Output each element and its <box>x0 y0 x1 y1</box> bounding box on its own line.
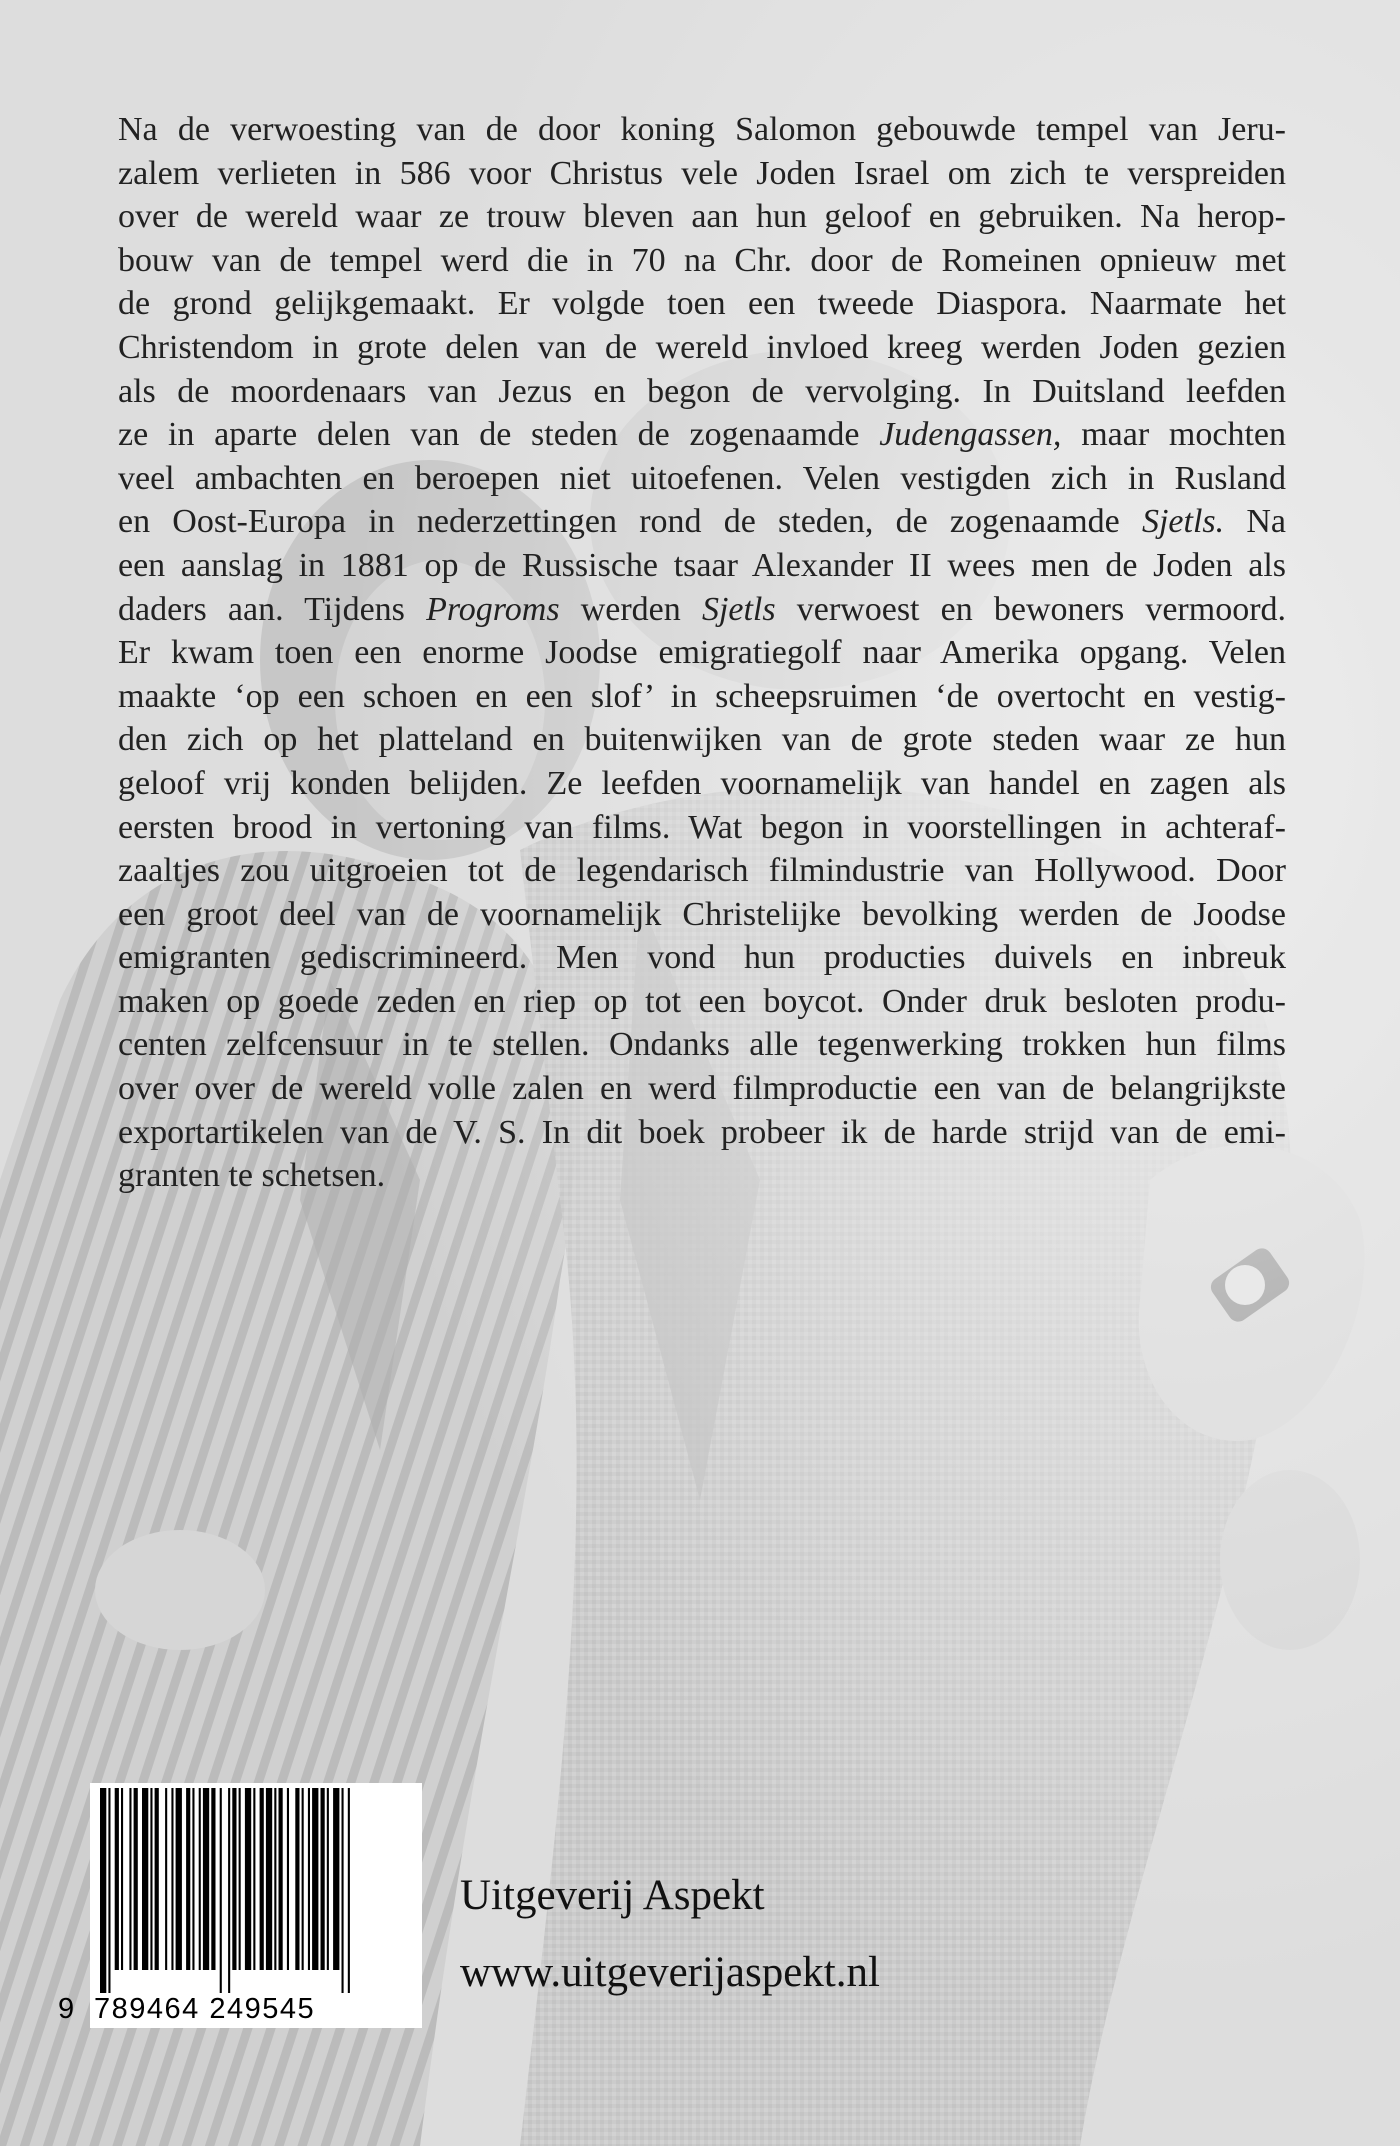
barcode-bar <box>321 1788 325 1970</box>
blurb-line <box>118 108 1286 152</box>
back-cover-blurb <box>118 108 1286 1198</box>
barcode-bar <box>186 1788 190 1970</box>
barcode-bar <box>239 1788 241 1970</box>
blurb-italic-term: Progroms <box>426 590 560 628</box>
blurb-text: geloof vrij konden belijden. Ze leefden voornamelijk van handel en zagen als <box>118 764 1286 802</box>
barcode-bar <box>220 1788 222 1993</box>
blurb-text: Er kwam toen een enorme Joodse emigratiegolf naar Amerika opgang. Velen <box>118 634 1286 672</box>
barcode-bar <box>295 1788 299 1970</box>
blurb-line <box>118 893 1286 937</box>
blurb-text: Christendom in grote delen van de wereld invloed kreeg werden Joden gezien <box>118 328 1286 366</box>
barcode-bar <box>274 1788 276 1970</box>
barcode-bar <box>129 1788 131 1970</box>
barcode-bar <box>165 1788 167 1970</box>
barcode-bar <box>155 1788 159 1970</box>
barcode-bar <box>348 1788 350 1993</box>
blurb-text: granten te schetsen. <box>118 1157 386 1195</box>
blurb-text: eersten brood in vertoning van films. Wat begon in voorstellingen in achteraf- <box>118 808 1286 846</box>
blurb-line <box>118 1067 1286 1111</box>
blurb-text: verwoest en bewoners vermoord. <box>775 590 1287 628</box>
blurb-text: emigranten gediscrimineerd. Men vond hun producties duivels en inbreuk <box>118 939 1286 977</box>
barcode-bar <box>312 1788 318 1970</box>
blurb-line <box>118 239 1286 283</box>
barcode-bar <box>142 1788 148 1970</box>
blurb-line <box>118 1154 1286 1198</box>
blurb-text: als de moordenaars van Jezus en begon de vervolging. In Duitsland leefden <box>118 372 1286 410</box>
barcode-bar <box>108 1788 110 1993</box>
blurb-text: een groot deel van de voornamelijk Christelijke bevolking werden de Joodse <box>118 895 1286 933</box>
blurb-text: werden <box>559 590 702 628</box>
blurb-line <box>118 544 1286 588</box>
blurb-text: veel ambachten en beroepen niet uitoefenen. Velen vestigden zich in Rusland <box>118 459 1286 497</box>
blurb-line <box>118 457 1286 501</box>
blurb-text: maakte ‘op een schoen en een slof’ in scheepsruimen ‘de overtocht en vestig- <box>118 677 1286 715</box>
blurb-line <box>118 413 1286 457</box>
publisher-website: www.uitgeverijaspekt.nl <box>460 1949 880 1996</box>
barcode-bar <box>121 1788 123 1970</box>
blurb-line <box>118 762 1286 806</box>
blurb-text: over de wereld waar ze trouw bleven aan hun geloof en gebruiken. Na herop- <box>118 198 1286 236</box>
barcode-bar <box>115 1788 119 1970</box>
barcode-bar <box>203 1788 209 1970</box>
blurb-text: en Oost-Europa in nederzettingen rond de steden, de zogenaamde <box>118 503 1142 541</box>
blurb-line <box>118 195 1286 239</box>
barcode-bar <box>176 1788 182 1970</box>
barcode-bar <box>134 1788 138 1970</box>
blurb-line <box>118 326 1286 370</box>
barcode-bar <box>287 1788 289 1970</box>
blurb-text: exportartikelen van de V. S. In dit boek probeer ik de harde strijd van de emi- <box>118 1113 1286 1151</box>
blurb-text: maken op goede zeden en riep op tot een boycot. Onder druk besloten produ- <box>118 982 1286 1020</box>
barcode-bar <box>308 1788 310 1970</box>
blurb-line <box>118 500 1286 544</box>
blurb-italic-term: Sjetls. <box>1141 503 1225 541</box>
barcode-bars <box>90 1783 422 1998</box>
barcode-bar <box>302 1788 304 1970</box>
blurb-line <box>118 849 1286 893</box>
isbn-number: 789464 249545 <box>94 1993 316 2025</box>
blurb-text: Na <box>1224 503 1286 541</box>
blurb-text: de grond gelijkgemaakt. Er volgde toen een tweede Diaspora. Naarmate het <box>118 285 1286 323</box>
blurb-italic-term: Judengassen, <box>879 416 1062 454</box>
barcode-bar <box>245 1788 251 1970</box>
barcode-bar <box>100 1788 106 1993</box>
barcode-bar <box>333 1788 339 1970</box>
barcode-bar <box>253 1788 255 1970</box>
blurb-line <box>118 370 1286 414</box>
blurb-line <box>118 980 1286 1024</box>
barcode-bar <box>342 1788 344 1993</box>
blurb-text: ze in aparte delen van de steden de zogenaamde <box>118 416 880 454</box>
blurb-text: maar mochten <box>1061 416 1286 454</box>
blurb-text: bouw van de tempel werd die in 70 na Chr. door de Romeinen opnieuw met <box>118 241 1286 279</box>
blurb-line <box>118 806 1286 850</box>
barcode-bar <box>211 1788 215 1970</box>
blurb-text: den zich op het platteland en buitenwijken van de grote steden waar ze hun <box>118 721 1286 759</box>
blurb-line <box>118 936 1286 980</box>
barcode-bar <box>232 1788 236 1970</box>
blurb-line <box>118 1111 1286 1155</box>
blurb-line <box>118 1023 1286 1067</box>
blurb-line <box>118 282 1286 326</box>
blurb-line <box>118 152 1286 196</box>
blurb-text: daders aan. Tijdens <box>118 590 427 628</box>
barcode-bar <box>171 1788 173 1970</box>
barcode-bar <box>199 1788 201 1970</box>
blurb-text: centen zelfcensuur in te stellen. Ondanks alle tegenwerking trokken hun films <box>118 1026 1286 1064</box>
isbn-barcode <box>58 1783 422 2028</box>
barcode-bar <box>260 1788 264 1970</box>
publisher-name: Uitgeverij Aspekt <box>460 1872 765 1919</box>
blurb-text: een aanslag in 1881 op de Russische tsaar Alexander II wees men de Joden als <box>118 546 1286 584</box>
blurb-text: Na de verwoesting van de door koning Salomon gebouwde tempel van Jeru- <box>118 111 1286 148</box>
blurb-italic-term: Sjetls <box>701 590 776 628</box>
blurb-line <box>118 675 1286 719</box>
barcode-bar <box>266 1788 272 1970</box>
isbn-first-digit: 9 <box>58 1993 76 2025</box>
barcode-bar <box>327 1788 329 1970</box>
blurb-text: over over de wereld volle zalen en werd filmproductie een van de belangrijkste <box>118 1070 1286 1108</box>
barcode-bar <box>192 1788 194 1970</box>
blurb-line <box>118 718 1286 762</box>
blurb-text: zaaltjes zou uitgroeien tot de legendarisch filmindustrie van Hollywood. Door <box>118 852 1286 890</box>
barcode-bar <box>150 1788 152 1970</box>
barcode-bar <box>279 1788 283 1970</box>
blurb-text: zalem verlieten in 586 voor Christus vele Joden Israel om zich te verspreiden <box>118 154 1286 192</box>
barcode-bar <box>228 1788 230 1993</box>
blurb-line <box>118 631 1286 675</box>
blurb-line <box>118 588 1286 632</box>
